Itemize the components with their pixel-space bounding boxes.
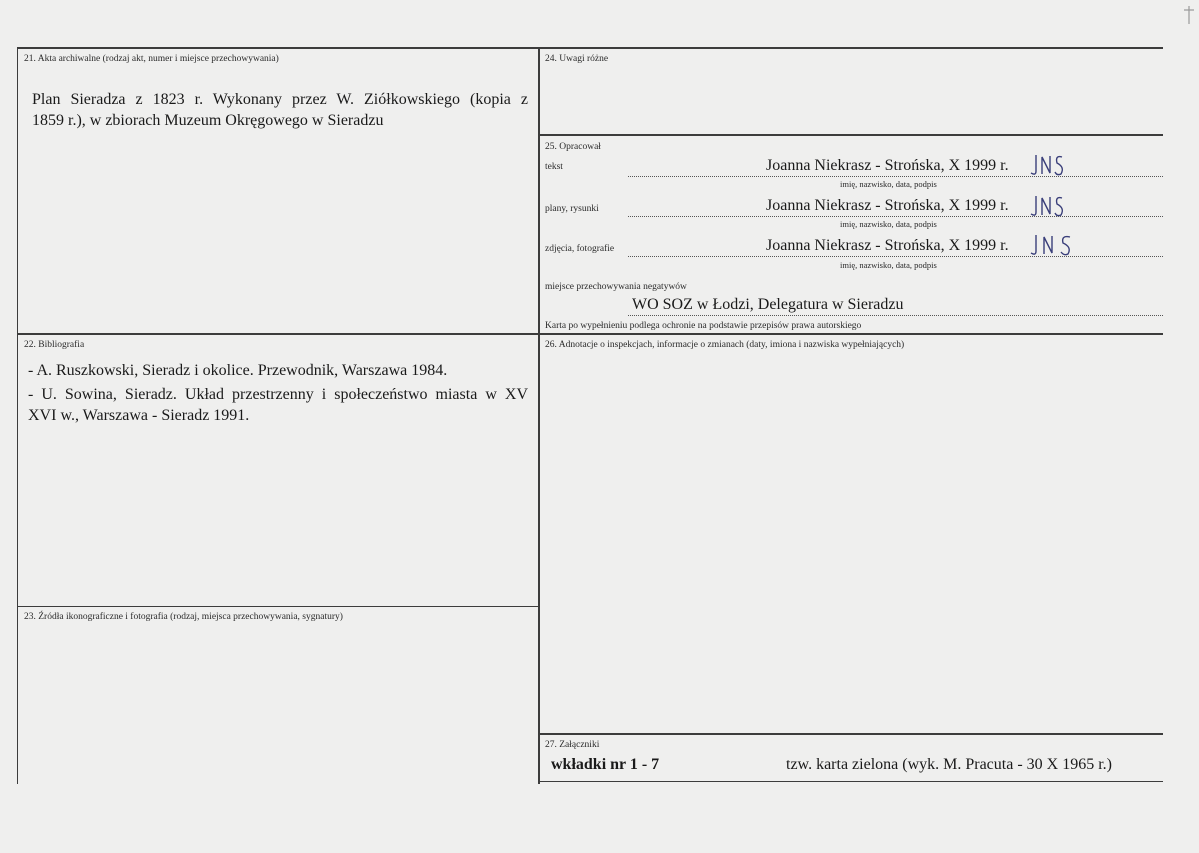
negatives-line: [628, 315, 1163, 316]
section-22-label: 22. Bibliografia: [24, 340, 85, 350]
row-photos-label: zdjęcia, fotografie: [545, 244, 615, 254]
row-photos-line: [628, 256, 1163, 257]
bibliography-item-2-line-1: - U. Sowina, Sieradz. Układ przestrzenny i społeczeństwo miasta w XV: [28, 386, 528, 403]
row-plans-label: plany, rysunki: [545, 204, 599, 214]
rule-21-22: [17, 333, 1163, 335]
row-photos-caption: imię, nazwisko, data, podpis: [840, 260, 937, 270]
row-photos-value: Joanna Niekrasz - Strońska, X 1999 r.: [766, 237, 1009, 254]
section-21-line-1: Plan Sieradza z 1823 r. Wykonany przez W. Ziółkowskiego (kopia z: [32, 91, 528, 108]
signature-photos: [1030, 232, 1078, 258]
section-21-label: 21. Akta archiwalne (rodzaj akt, numer i miejsce przechowywania): [24, 54, 279, 64]
section-21-line-2: 1859 r.), w zbiorach Muzeum Okręgowego w Sieradzu: [32, 112, 384, 129]
bibliography-item-2-line-2: XVI w., Warszawa - Sieradz 1991.: [28, 407, 250, 424]
center-divider: [538, 47, 540, 784]
copyright-note: Karta po wypełnieniu podlega ochronie na podstawie przepisów prawa autorskiego: [545, 321, 862, 331]
signature-text: [1030, 152, 1070, 178]
row-text-caption: imię, nazwisko, data, podpis: [840, 179, 937, 189]
rule-24-25: [538, 134, 1163, 136]
section-23-label: 23. Źródła ikonograficzne i fotografia (rodzaj, miejsca przechowywania, sygnatury): [24, 612, 343, 622]
attachments-note: tzw. karta zielona (wyk. M. Pracuta - 30 X 1965 r.): [786, 756, 1112, 773]
row-plans-caption: imię, nazwisko, data, podpis: [840, 219, 937, 229]
rule-22-23: [17, 606, 539, 607]
row-text-value: Joanna Niekrasz - Strońska, X 1999 r.: [766, 157, 1009, 174]
bibliography-item-1: - A. Ruszkowski, Sieradz i okolice. Przewodnik, Warszawa 1984.: [28, 362, 448, 379]
rule-26-27: [538, 733, 1163, 735]
section-27-label: 27. Załączniki: [545, 740, 600, 750]
section-25-label: 25. Opracował: [545, 142, 601, 152]
negatives-value: WO SOZ w Łodzi, Delegatura w Sieradzu: [632, 296, 904, 313]
row-plans-line: [628, 216, 1163, 217]
negatives-label: miejsce przechowywania negatywów: [545, 282, 687, 292]
top-rule: [17, 47, 1163, 49]
inserts-value: wkładki nr 1 - 7: [551, 756, 660, 773]
row-text-line: [628, 176, 1163, 177]
row-plans-value: Joanna Niekrasz - Strońska, X 1999 r.: [766, 197, 1009, 214]
row-text-label: tekst: [545, 162, 563, 172]
section-24-label: 24. Uwagi różne: [545, 54, 609, 64]
binding-mark-icon: [1183, 6, 1195, 24]
bottom-rule: [538, 781, 1163, 782]
section-26-label: 26. Adnotacje o inspekcjach, informacje o zmianach (daty, imiona i nazwiska wypełniających): [545, 340, 905, 350]
left-border: [17, 47, 18, 784]
